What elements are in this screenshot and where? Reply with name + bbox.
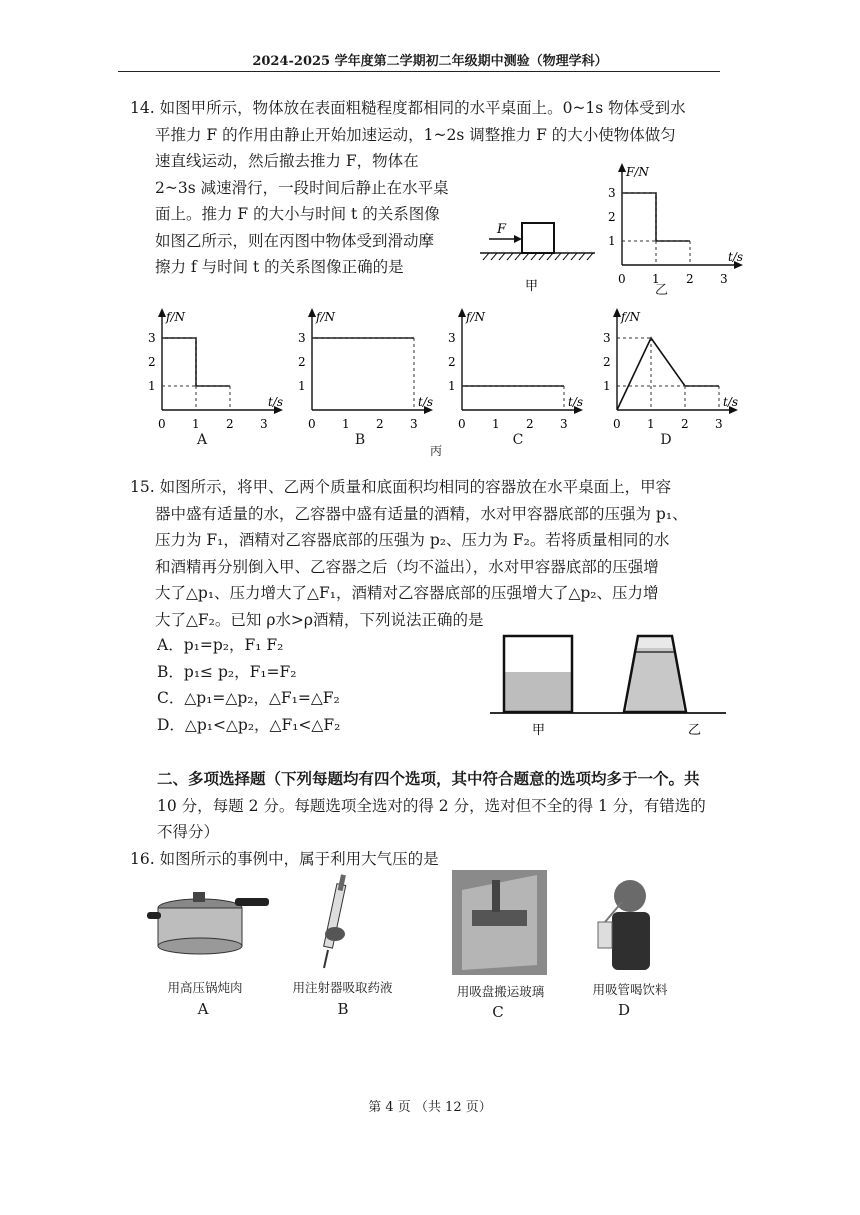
containers-figure (488, 630, 728, 740)
y-tick-label: 3 (603, 331, 611, 345)
x-tick-label: 3 (720, 272, 728, 286)
fig-jia-caption: 甲 (525, 279, 539, 294)
fig-bing-caption: 丙 (430, 444, 443, 458)
q16-caption-a: 用高压锅炖肉 (167, 980, 243, 995)
graph-yi (600, 160, 750, 300)
q16-caption-d: 用吸管喝饮料 (592, 982, 668, 997)
x-tick-label: 0 (158, 417, 166, 431)
q16-letter-d: D (617, 1001, 631, 1019)
graph-letter-b: B (354, 432, 366, 448)
y-axis-label: F/N (626, 165, 649, 179)
q14-line5: 面上。推力 F 的大小与时间 t 的关系图像 (155, 205, 440, 223)
q15-option-a: A．p₁=p₂，F₁ F₂ (157, 636, 284, 654)
q15-stem (130, 474, 730, 633)
y-tick-label: 2 (298, 355, 306, 369)
x-axis-label: t/s (418, 395, 434, 409)
suction-glass-picture (452, 870, 547, 975)
graph-letter-a: A (196, 432, 208, 448)
force-label: F (497, 222, 507, 237)
x-axis-label: t/s (268, 395, 284, 409)
x-tick-label: 3 (260, 417, 268, 431)
x-tick-label: 3 (715, 417, 723, 431)
x-axis-label: t/s (728, 250, 744, 264)
x-tick-label: 2 (226, 417, 234, 431)
q15-options (157, 632, 487, 738)
container-jia-label: 甲 (532, 723, 546, 738)
y-axis-label: f/N (316, 310, 335, 324)
q15-line2: 器中盛有适量的水，乙容器中盛有适量的酒精，水对甲容器底部的压强为 p₁、 (155, 504, 688, 523)
x-tick-label: 3 (560, 417, 568, 431)
q15-option-d: D．△p₁<△p₂，△F₁<△F₂ (157, 715, 341, 734)
graph-b (290, 305, 440, 445)
page-footer: 第 4 页 （共 12 页） (368, 1100, 492, 1115)
section2-instructions (157, 766, 732, 846)
x-tick-label: 1 (647, 417, 655, 431)
x-tick-label: 2 (681, 417, 689, 431)
y-axis-label: f/N (621, 310, 640, 324)
graph-d (595, 305, 745, 445)
x-tick-label: 2 (526, 417, 534, 431)
q14-line1: 14. 如图甲所示，物体放在表面粗糙程度都相同的水平桌面上。0~1s 物体受到水 (130, 99, 686, 117)
header-rule (118, 71, 720, 72)
series-line (617, 338, 719, 410)
y-axis-arrow (618, 163, 626, 172)
syringe-picture (310, 872, 370, 972)
x-tick-label: 1 (192, 417, 200, 431)
container-yi-label: 乙 (688, 723, 702, 738)
pressure-cooker-picture (145, 880, 270, 960)
x-tick-label: 2 (376, 417, 384, 431)
graph-a (140, 305, 290, 445)
q15-option-c: C．△p₁=△p₂，△F₁=△F₂ (157, 689, 340, 707)
q15-line1: 15. 如图所示，将甲、乙两个质量和底面积均相同的容器放在水平桌面上，甲容 (130, 478, 672, 496)
y-axis-arrow (158, 308, 166, 317)
x-tick-label: 0 (618, 272, 626, 286)
x-tick-label: 1 (342, 417, 350, 431)
drinking-straw-picture (590, 872, 670, 972)
q16-letter-b: B (337, 1000, 349, 1018)
y-tick-label: 3 (448, 331, 456, 345)
y-axis-arrow (613, 308, 621, 317)
y-tick-label: 1 (148, 379, 156, 393)
y-axis-arrow (458, 308, 466, 317)
q16-letter-c: C (492, 1003, 504, 1021)
q16-caption-b: 用注射器吸取药液 (292, 980, 393, 995)
block (522, 223, 554, 253)
y-axis-label: f/N (466, 310, 485, 324)
q14-line7: 擦力 f 与时间 t 的关系图像正确的是 (155, 258, 404, 276)
y-axis-arrow (308, 308, 316, 317)
y-axis-label: f/N (166, 310, 185, 324)
y-tick-label: 2 (608, 210, 616, 224)
q16-caption-c: 用吸盘搬运玻璃 (456, 984, 545, 999)
x-tick-label: 1 (652, 272, 660, 286)
y-tick-label: 2 (603, 355, 611, 369)
q15-line4: 和酒精再分别倒入甲、乙容器之后（均不溢出），水对甲容器底部的压强增 (155, 557, 659, 576)
y-tick-label: 3 (148, 331, 156, 345)
y-tick-label: 2 (448, 355, 456, 369)
q14-line6: 如图乙所示，则在丙图中物体受到滑动摩 (155, 231, 435, 250)
q14-line4: 2~3s 减速滑行，一段时间后静止在水平桌 (155, 178, 449, 197)
force-arrow-head (514, 235, 522, 243)
table-hatching (483, 253, 593, 260)
section2-line1: 二、多项选择题（下列每题均有四个选项，其中符合题意的选项均多于一个。共 (157, 769, 700, 788)
y-tick-label: 1 (448, 379, 456, 393)
q16-stem: 16. 如图所示的事例中，属于利用大气压的是 (130, 850, 439, 868)
water (504, 672, 572, 712)
q15-option-b: B．p₁≤ p₂，F₁=F₂ (157, 662, 297, 681)
y-tick-label: 1 (608, 234, 616, 248)
q15-line5: 大了△p₁、压力增大了△F₁，酒精对乙容器底部的压强增大了△p₂、压力增 (155, 584, 659, 602)
q14-line2: 平推力 F 的作用由静止开始加速运动，1~2s 调整推力 F 的大小使物体做匀 (155, 125, 676, 144)
section2-line2: 10 分，每题 2 分。每题选项全选对的得 2 分，选对但不全的得 1 分，有错选的 (157, 796, 706, 815)
q16-letter-a: A (197, 1000, 209, 1018)
x-tick-label: 0 (613, 417, 621, 431)
y-tick-label: 3 (608, 186, 616, 200)
x-tick-label: 3 (410, 417, 418, 431)
q14-line3: 速直线运动，然后撤去推力 F，物体在 (155, 152, 419, 170)
y-tick-label: 2 (148, 355, 156, 369)
q15-line6: 大了△F₂。已知 ρ水>ρ酒精，下列说法正确的是 (155, 610, 484, 629)
x-tick-label: 0 (308, 417, 316, 431)
x-axis-label: t/s (568, 395, 584, 409)
y-tick-label: 1 (603, 379, 611, 393)
figure-jia (475, 215, 605, 295)
graph-letter-d: D (660, 432, 672, 448)
x-axis-label: t/s (723, 395, 739, 409)
y-tick-label: 3 (298, 331, 306, 345)
y-tick-label: 1 (298, 379, 306, 393)
graph-c (440, 305, 590, 445)
q15-line3: 压力为 F₁，酒精对乙容器底部的压强为 p₂、压力为 F₂。若将质量相同的水 (155, 531, 670, 549)
page-header: 2024-2025 学年度第二学期初二年级期中测验（物理学科） (252, 54, 608, 69)
graph-letter-c: C (512, 432, 524, 448)
section2-line3: 不得分） (157, 823, 220, 841)
x-tick-label: 1 (492, 417, 500, 431)
x-tick-label: 0 (458, 417, 466, 431)
x-tick-label: 2 (686, 272, 694, 286)
fig-yi-caption: 乙 (655, 283, 669, 298)
